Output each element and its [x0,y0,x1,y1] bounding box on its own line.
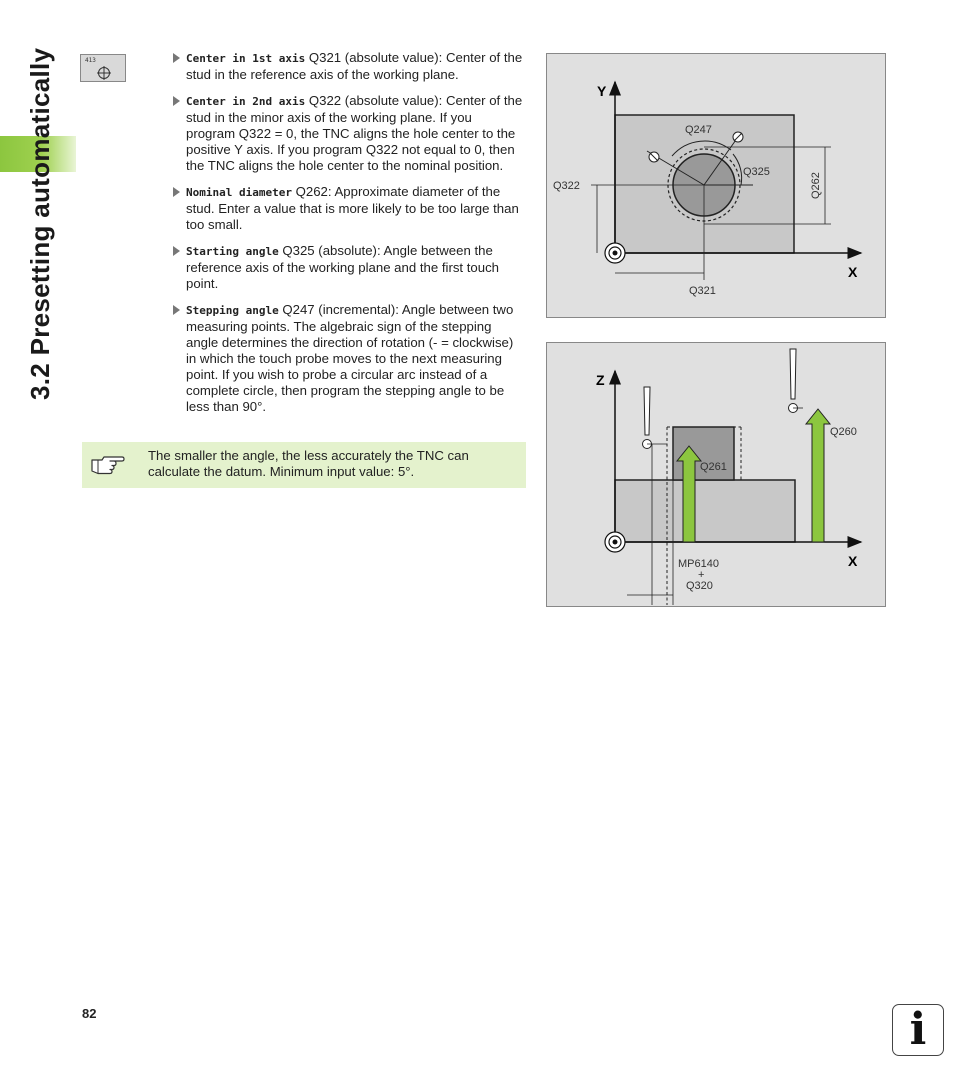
axis-label-z: Z [596,372,605,388]
label-plus: + [698,569,705,581]
top-view-diagram [547,54,885,317]
param-center-2nd-axis [172,93,524,174]
label-q262: Q262 [810,172,822,199]
param-keyword: Center in 1st axis [186,52,306,65]
bullet-triangle-icon [173,53,180,63]
param-description: Q322 (absolute value): Center of the stud in the minor axis of the working plane. If you program Q322 = 0, the TNC aligns the hole center to the positive Y axis. If you program Q322 not equal to 0, then the TNC aligns the hole center to the nominal position. [186,93,523,173]
cycle-softkey-icon [80,54,126,82]
arrow-q260 [806,409,830,542]
crosshair-circle-icon [97,66,111,80]
label-q322: Q322 [553,180,580,192]
param-description: Q325 (absolute): Angle between the reference axis of the working plane and the first touch point. [186,243,500,291]
param-keyword: Starting angle [186,245,279,258]
param-keyword: Center in 2nd axis [186,95,306,108]
bullet-triangle-icon [173,96,180,106]
figure-top-view [546,53,886,318]
label-q261: Q261 [700,461,727,473]
workpiece-base [615,480,795,542]
info-icon [892,1004,944,1056]
parameter-list [172,50,524,425]
label-q247: Q247 [685,124,712,136]
label-q325: Q325 [743,166,770,178]
bullet-triangle-icon [173,305,180,315]
stylus-right [790,349,796,399]
cycle-number: 413 [85,57,96,64]
note-text: The smaller the angle, the less accurately the TNC can calculate the datum. Minimum input value: 5°. [148,448,469,479]
bullet-triangle-icon [173,187,180,197]
label-mp6140: MP6140 [678,558,719,570]
pointing-hand-icon [90,451,126,477]
axis-label-x: X [848,553,858,569]
param-description: Q262: Approximate diameter of the stud. Enter a value that is more likely to be too large than too small. [186,184,519,232]
param-stepping-angle [172,302,524,415]
bullet-triangle-icon [173,246,180,256]
axis-label-x: X [848,264,858,280]
param-center-1st-axis [172,50,524,83]
info-glyph: i [909,1004,927,1055]
axis-label-y: Y [597,83,607,99]
label-q320: Q320 [686,580,713,592]
side-view-diagram [547,343,885,606]
param-nominal-diameter [172,184,524,233]
param-description: Q321 (absolute value): Center of the stud in the reference axis of the working plane. [186,50,523,82]
stylus-left [644,387,650,435]
param-starting-angle [172,243,524,292]
figure-side-view [546,342,886,607]
label-q321: Q321 [689,285,716,297]
label-q260: Q260 [830,426,857,438]
param-description: Q247 (incremental): Angle between two measuring points. The algebraic sign of the stepping angle determines the direction of rotation (- = clockwise) in which the touch probe moves to the next measuring point. If you wish to probe a circular arc instead of a complete circle, then program the stepping angle to be less than 90°. [186,302,514,414]
param-keyword: Nominal diameter [186,186,292,199]
page-number: 82 [82,1006,97,1021]
chapter-title: 3.2 Presetting automatically [25,47,55,400]
note-box [82,442,526,488]
param-keyword: Stepping angle [186,304,279,317]
